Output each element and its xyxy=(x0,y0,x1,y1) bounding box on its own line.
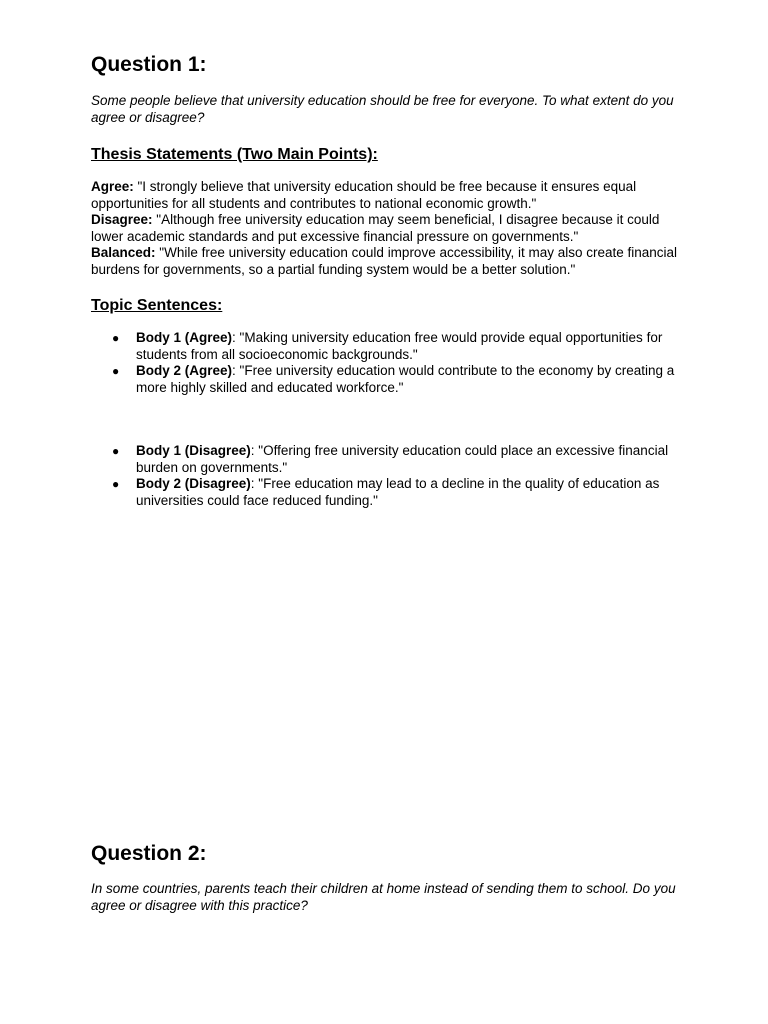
thesis-disagree-text: "Although free university education may seem beneficial, I disagree because it could lower academic standards and put excessive financial pressure on governments." xyxy=(91,212,660,244)
agree-body-2-label: Body 2 (Agree) xyxy=(136,363,233,378)
thesis-heading: Thesis Statements (Two Main Points): xyxy=(91,146,378,163)
thesis-balanced-text: "While free university education could improve accessibility, it may also create financial burdens for governments, so a partial funding system would be a better solution." xyxy=(91,245,678,277)
question-1-prompt: Some people believe that university education should be free for everyone. To what extent do you agree or disagree? xyxy=(91,93,674,125)
question-2-prompt: In some countries, parents teach their children at home instead of sending them to school. Do you agree or disagree with this practice? xyxy=(91,881,676,913)
question-1-prompt-block xyxy=(91,93,681,126)
list-item xyxy=(112,363,682,396)
bullet-icon: ● xyxy=(112,444,120,458)
disagree-topic-list xyxy=(112,443,682,509)
list-item xyxy=(112,443,682,476)
disagree-body-1-label: Body 1 (Disagree) xyxy=(136,443,251,458)
question-2-title: Question 2: xyxy=(91,842,207,865)
thesis-balanced xyxy=(91,245,681,278)
agree-topic-list xyxy=(112,330,682,396)
question-1-header xyxy=(91,53,691,77)
agree-body-1-label: Body 1 (Agree) xyxy=(136,330,233,345)
question-2-header xyxy=(91,842,691,866)
thesis-agree xyxy=(91,179,681,212)
thesis-agree-text: "I strongly believe that university education should be free because it ensures equal opportunities for all students and contributes to national economic growth." xyxy=(91,179,637,211)
thesis-agree-label: Agree: xyxy=(91,179,134,194)
topic-heading-block xyxy=(91,296,691,315)
list-item xyxy=(112,330,682,363)
disagree-body-2-label: Body 2 (Disagree) xyxy=(136,476,251,491)
bullet-icon: ● xyxy=(112,331,120,345)
disagree-body-2-text: : "Free education may lead to a decline in the quality of education as universities could face reduced funding." xyxy=(136,476,660,508)
bullet-icon: ● xyxy=(112,477,120,491)
thesis-disagree xyxy=(91,212,681,245)
bullet-icon: ● xyxy=(112,364,120,378)
question-1-title: Question 1: xyxy=(91,53,207,76)
thesis-disagree-label: Disagree: xyxy=(91,212,153,227)
thesis-heading-block xyxy=(91,145,691,164)
disagree-body-1-text: : "Offering free university education could place an excessive financial burden on governments." xyxy=(136,443,669,475)
agree-body-1-text: : "Making university education free would provide equal opportunities for students from all socioeconomic backgrounds." xyxy=(136,330,663,362)
topic-heading: Topic Sentences: xyxy=(91,297,223,314)
question-2-prompt-block xyxy=(91,881,681,914)
list-item xyxy=(112,476,682,509)
agree-body-2-text: : "Free university education would contribute to the economy by creating a more highly skilled and educated workforce." xyxy=(136,363,675,395)
thesis-balanced-label: Balanced: xyxy=(91,245,156,260)
thesis-statements xyxy=(91,179,681,278)
